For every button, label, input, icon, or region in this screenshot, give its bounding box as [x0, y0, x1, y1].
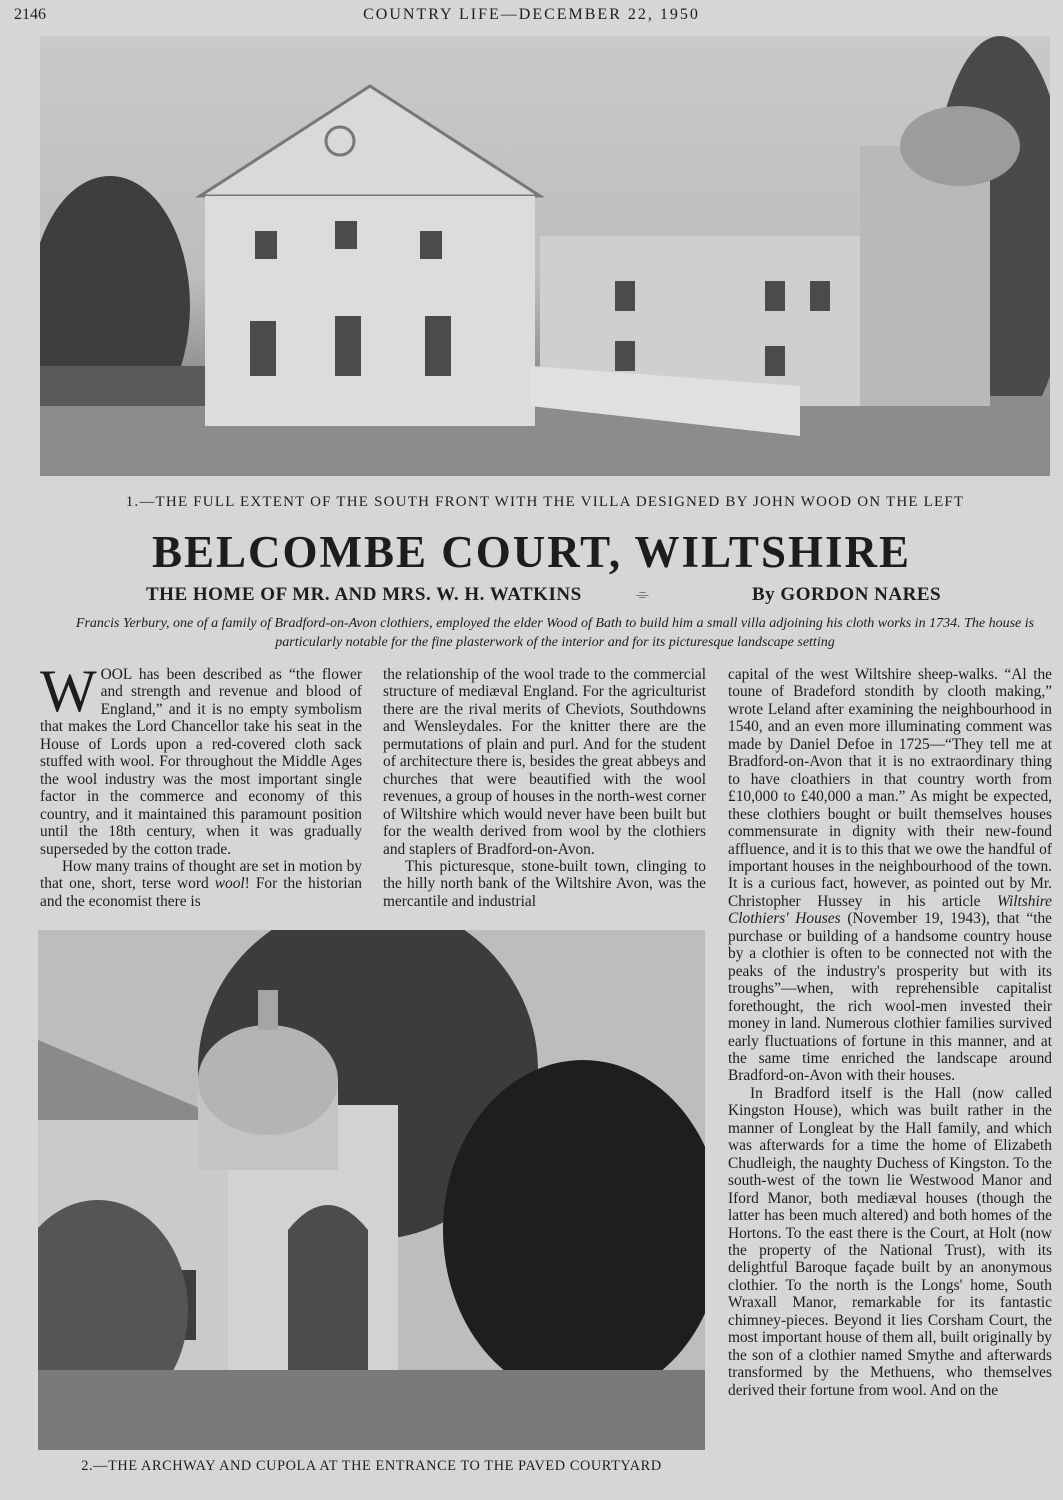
photo-archway-cupola — [38, 930, 705, 1450]
paragraph: This picturesque, stone-built town, clinging to the hilly north bank of the Wiltshire Avon, was the mercantile and industrial — [383, 857, 706, 910]
running-head: COUNTRY LIFE—DECEMBER 22, 1950 — [363, 6, 700, 23]
paragraph: In Bradford itself is the Hall (now called Kingston House), which was built rather in the manner of Longleat by the Hall family, and which was afterwards for a time the home of Elizabeth Chudleigh, the naughty Duchess of Kingston. To the south-west of the town lie Westwood Manor and Iford Manor, both mediæval houses (though the latter has been much altered) and both homes of the Hortons. To the east there is the Court, at Holt (now the property of the National Trust), with its delightful Baroque façade built by an anonymous clothier. To the north is the Longs' home, South Wraxall Manor, remarkable for its fantastic chimney-pieces. Beyond it lies Corsham Court, the most important house of them all, built originally by the son of a clothier named Smythe and afterwards transformed by the Methuens, who themselves derived their fortune from wool. And on the — [728, 1084, 1052, 1399]
article-subtitle: THE HOME OF MR. AND MRS. W. H. WATKINS — [146, 584, 582, 605]
paragraph-cont: (November 19, 1943), that “the purchase or building of a handsome country house by a clothier is often to be connected not with the peaks of the industry's prosperity but with its troughs”—when, with reprehensible capitalist forethought, the rich wool-men invested their money in land. Numerous clothier families survived early fluctuations of fortune in this manner, and at the same time enriched the landscape around Bradford-on-Avon with their houses. — [728, 910, 1053, 1085]
column-2 — [383, 666, 706, 910]
paragraph: OOL has been described as “the flower and strength and revenue and blood of England,” and it is no empty symbolism that makes the Lord Chancellor take his seat in the House of Lords upon a red-covered cloth sack stuffed with wool. For throughout the Middle Ages the wool industry was the most important single factor in the commerce and economy of this country, and it maintained this paramount position until the 18th century, when it was gradually superseded by the cotton trade. — [40, 666, 362, 858]
byline: By GORDON NARES — [752, 584, 942, 605]
paragraph: How many trains of thought are set in motion by that one, short, terse word — [40, 857, 362, 893]
paragraph-cont: ! For the historian and the economist there is — [40, 875, 362, 910]
figure-1-caption: 1.—THE FULL EXTENT OF THE SOUTH FRONT WITH THE VILLA DESIGNED BY JOHN WOOD ON THE LEFT — [125, 494, 965, 510]
standfirst: Francis Yerbury, one of a family of Bradford-on-Avon clothiers, employed the elder Wood of Bath to build him a small villa adjoining his cloth works in 1734. The house is particularly notable for the fine plasterwork of the interior and for its picturesque landscape setting — [75, 616, 1035, 650]
page-number: 2146 — [14, 6, 46, 23]
photo-south-front — [40, 36, 1050, 476]
article-title: BELCOMBE COURT, WILTSHIRE — [151, 527, 912, 577]
figure-2-caption: 2.—THE ARCHWAY AND CUPOLA AT THE ENTRANCE TO THE PAVED COURTYARD — [81, 1458, 662, 1474]
paragraph: the relationship of the wool trade to the commercial structure of mediæval England. For the agriculturist there are the rival merits of Cheviots, Southdowns and Wensleydales. For the knitter there are the permutations of plain and purl. And for the student of architecture there is, besides the great abbeys and churches that were beautified with the wool revenues, a group of houses in the north-west corner of Wiltshire which would never have been built but for the wealth derived from wool by the clothiers and staplers of Bradford-on-Avon. — [383, 666, 706, 858]
archway-photo-illustration — [38, 930, 705, 1450]
paragraph: capital of the west Wiltshire sheep-walks. “Al the toune of Bradeford stondith by clooth making,” wrote Leland after examining the neighbourhood in 1540, and an even more illuminating comment was made by Daniel Defoe in 1725—“They tell me at Bradford-on-Avon that it is no extraordinary thing to have cloathiers in that country worth from £10,000 to £40,000 a man.” As might be expected, these clothiers bought or built themselves houses commensurate in dignity with their new-found affluence, and it is to this that we owe the handful of important houses in the neighbourhood of the town. It is a curious fact, however, as pointed out by Mr. Christopher Hussey in his article — [728, 666, 1052, 910]
column-1 — [40, 658, 362, 910]
emphasis: wool — [214, 875, 245, 893]
drop-cap: W — [40, 658, 97, 724]
article-reference: Wiltshire Clothiers' Houses — [728, 892, 1052, 928]
ornament-separator: ⌯ — [636, 586, 649, 603]
column-3 — [728, 666, 1052, 1399]
house-photo-illustration — [40, 36, 1050, 476]
